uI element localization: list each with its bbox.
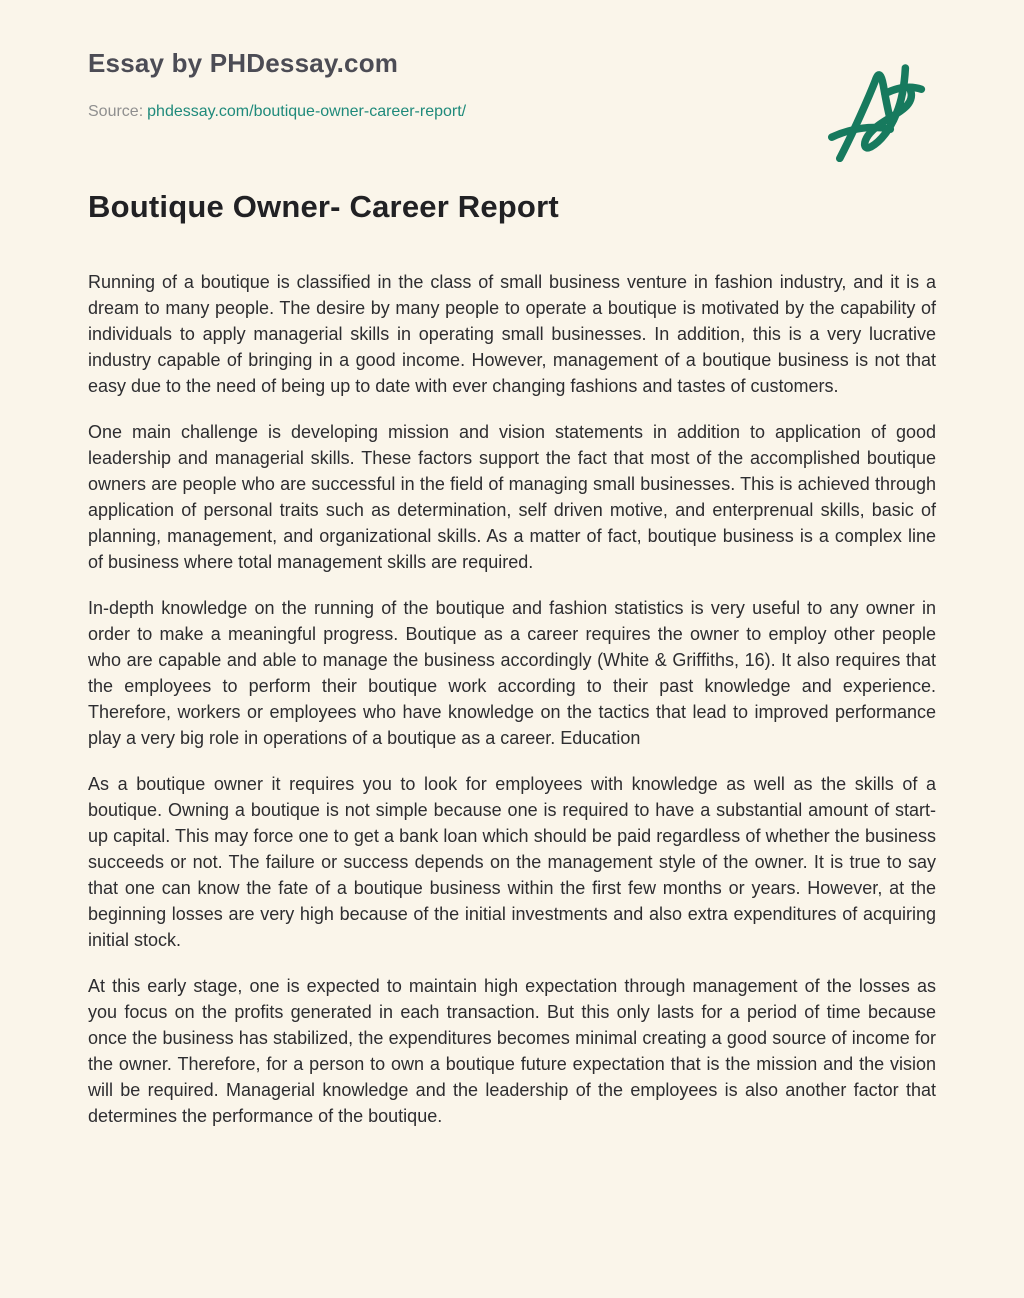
- source-link[interactable]: phdessay.com/boutique-owner-career-report/: [147, 103, 467, 120]
- essay-paragraph-5: At this early stage, one is expected to maintain high expectation through management of the losses as you focus on the profits generated in each transaction. But this only lasts for a period of time because once the business has stabilized, the expenditures becomes minimal creating a good source of income for the owner. Therefore, for a person to own a boutique future expectation that is the mission and the vision will be required. Managerial knowledge and the leadership of the employees is also another factor that determines the performance of the boutique.: [88, 976, 936, 1126]
- essay-paragraph-3: In-depth knowledge on the running of the boutique and fashion statistics is very useful to any owner in order to make a meaningful progress. Boutique as a career requires the owner to employ other people who are capable and able to manage the business accordingly (White & Griffiths, 16). It also requires that the employees to perform their boutique work according to their past knowledge and experience. Therefore, workers or employees who have knowledge on the tactics that lead to improved performance play a very big role in operations of a boutique as a career. Education: [88, 598, 936, 748]
- essay-paragraph-4: As a boutique owner it requires you to look for employees with knowledge as well as the skills of a boutique. Owning a boutique is not simple because one is required to have a substantial amount of start-up capital. This may force one to get a bank loan which should be paid regardless of whether the business succeeds or not. The failure or success depends on the management style of the owner. It is true to say that one can know the fate of a boutique business within the first few months or years. However, at the beginning losses are very high because of the initial investments and also extra expenditures of acquiring initial stock.: [88, 774, 936, 950]
- page-title: Boutique Owner- Career Report: [88, 189, 559, 224]
- source-label: Source:: [88, 103, 144, 120]
- essay-paragraph-2: One main challenge is developing mission and vision statements in addition to application of good leadership and managerial skills. These factors support the fact that most of the accomplished boutique owners are people who are successful in the field of managing small businesses. This is achieved through application of personal traits such as determination, self driven motive, and enterprenual skills, basic of planning, management, and organizational skills. As a matter of fact, boutique business is a complex line of business where total management skills are required.: [88, 422, 936, 572]
- essay-paragraph-1: Running of a boutique is classified in the class of small business venture in fashion industry, and it is a dream to many people. The desire by many people to operate a boutique is motivated by the capability of individuals to apply managerial skills in operating small businesses. In addition, this is a very lucrative industry capable of bringing in a good income. However, management of a boutique business is not that easy due to the need of being up to date with ever changing fashions and tastes of customers.: [88, 272, 936, 396]
- essay-header-title: Essay by PHDessay.com: [88, 48, 399, 78]
- essay-body: [88, 269, 936, 1129]
- source-line: [88, 103, 936, 121]
